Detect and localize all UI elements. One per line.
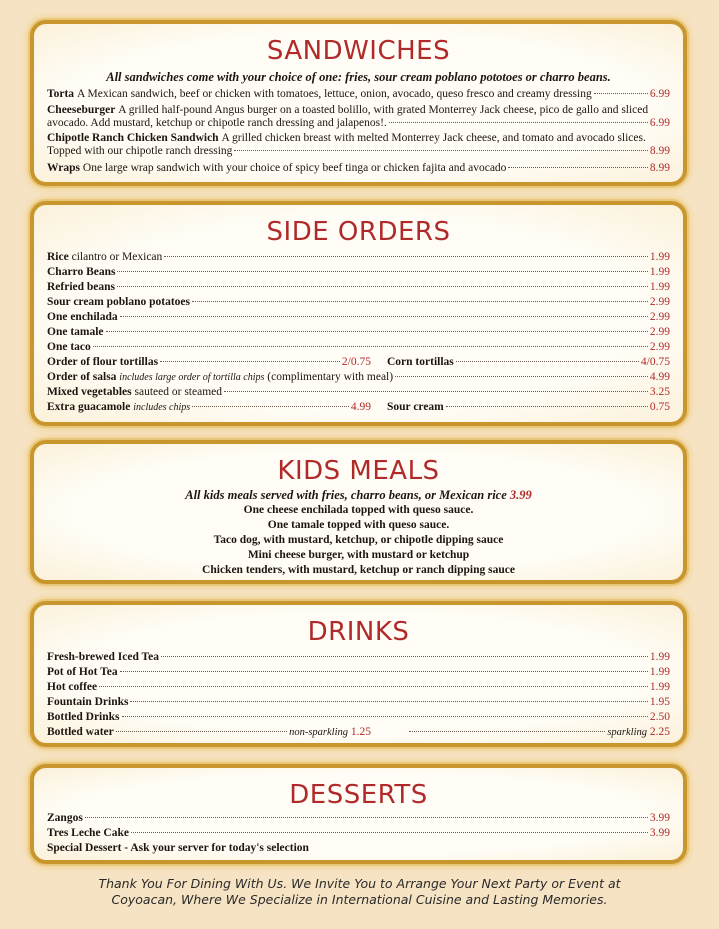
water-nonsparkling-price: 1.25: [350, 726, 371, 738]
leader-dots: [224, 391, 648, 392]
item-note: includes chips: [133, 402, 191, 413]
desserts-panel: [30, 764, 687, 864]
kids-meals-panel: [30, 440, 687, 584]
item-price: 2.99: [649, 341, 670, 353]
item-desc: (complimentary with meal): [267, 371, 394, 383]
leader-dots: [160, 361, 340, 362]
item-desc: One large wrap sandwich with your choice of spicy beef tinga or chicken fajita and avocado: [82, 162, 507, 174]
menu-item-enchilada: [47, 310, 670, 324]
item-name: Mixed vegetables: [47, 386, 132, 398]
footer-line-1: Thank You For Dining With Us. We Invite You to Arrange Your Next Party or Event at: [98, 876, 621, 891]
item-name: Refried beans: [47, 281, 116, 293]
item-name: Fresh-brewed Iced Tea: [47, 651, 160, 663]
item-price: 6.99: [649, 116, 670, 129]
menu-item-sour-cream-potatoes: [47, 295, 670, 309]
item-name: Wraps: [47, 162, 81, 174]
kids-item: Chicken tenders, with mustard, ketchup or ranch dipping sauce: [202, 564, 515, 576]
leader-dots: [93, 346, 648, 347]
item-desc: A Mexican sandwich, beef or chicken with tomatoes, lettuce, onion, avocado, queso fresco and creamy dressing: [76, 88, 592, 100]
leader-dots: [106, 331, 648, 332]
item-name: Chipotle Ranch Chicken Sandwich: [47, 132, 219, 144]
side-orders-title: SIDE ORDERS: [266, 217, 451, 247]
menu-item-zangos: [47, 811, 670, 825]
item-name: Fountain Drinks: [47, 696, 129, 708]
leader-dots: [234, 150, 647, 151]
item-price: 1.99: [649, 251, 670, 263]
menu-item-wraps: [47, 161, 670, 175]
item-desc: cilantro or Mexican: [71, 251, 163, 263]
item-name: Tres Leche Cake: [47, 827, 129, 839]
menu-row-tortillas: [47, 355, 670, 369]
kids-meals-subtitle: [34, 488, 683, 503]
kids-meals-title: KIDS MEALS: [277, 456, 440, 486]
item-price: 1.99: [649, 666, 670, 678]
item-price: 2.99: [649, 311, 670, 323]
leader-dots: [117, 271, 647, 272]
menu-row-bottled-water: [47, 725, 670, 739]
item-price: 2/0.75: [341, 356, 371, 368]
item-price: 2.99: [649, 326, 670, 338]
kids-item: One cheese enchilada topped with queso sauce.: [243, 504, 474, 516]
water-sparkling-price: 2.25: [649, 726, 670, 738]
item-name: One enchilada: [47, 311, 118, 323]
side-orders-panel: [30, 201, 687, 426]
sandwiches-subtitle: All sandwiches come with your choice of one: fries, sour cream poblano pototoes or charro beans.: [106, 70, 611, 84]
menu-row-guacamole: [47, 400, 670, 414]
footer-message: [0, 876, 719, 908]
leader-dots: [120, 671, 648, 672]
item-desc: A grilled half-pound Angus burger on a toasted bolillo, with grated Monterrey Jack cheese, pico de gallo and sliced: [118, 104, 649, 116]
leader-dots: [389, 122, 648, 123]
item-desc-2: Topped with our chipotle ranch dressing: [47, 144, 233, 157]
item-price: 4.99: [350, 401, 371, 413]
item-name: Hot coffee: [47, 681, 98, 693]
item-desc: A grilled chicken breast with melted Monterrey Jack cheese, and tomato and avocado slices.: [221, 132, 646, 144]
leader-dots: [409, 731, 605, 732]
water-nonsparkling-label: non-sparkling: [289, 727, 348, 738]
leader-dots: [117, 286, 648, 287]
leader-dots: [508, 167, 647, 168]
footer-line-2: Coyoacan, Where We Specialize in International Cuisine and Lasting Memories.: [111, 892, 608, 907]
item-price: 1.99: [649, 281, 670, 293]
item-name: Pot of Hot Tea: [47, 666, 118, 678]
item-price: 6.99: [649, 88, 670, 100]
item-price: 3.25: [649, 386, 670, 398]
leader-dots: [456, 361, 639, 362]
item-name: Cheeseburger: [47, 104, 116, 116]
menu-item-chipotle-ranch: [47, 132, 670, 157]
item-name: Rice: [47, 251, 69, 263]
item-price: 8.99: [649, 144, 670, 157]
menu-item-cheeseburger: [47, 104, 670, 129]
item-price: 3.99: [649, 827, 670, 839]
drinks-title: DRINKS: [307, 617, 410, 647]
menu-item-torta: [47, 87, 670, 101]
desserts-title: DESSERTS: [289, 780, 428, 810]
leader-dots: [395, 376, 648, 377]
leader-dots: [594, 93, 648, 94]
item-price: 0.75: [649, 401, 670, 413]
water-sparkling-label: sparkling: [607, 727, 647, 738]
item-name: Bottled Drinks: [47, 711, 120, 723]
item-price: 2.50: [649, 711, 670, 723]
item-name: One tamale: [47, 326, 104, 338]
item-name: Zangos: [47, 812, 83, 824]
leader-dots: [99, 686, 648, 687]
menu-item-salsa: [47, 370, 670, 384]
menu-item-taco: [47, 340, 670, 354]
menu-item-hot-coffee: [47, 680, 670, 694]
leader-dots: [164, 256, 648, 257]
menu-item-special-dessert: [47, 841, 670, 855]
menu-item-hot-tea: [47, 665, 670, 679]
item-price: 1.99: [649, 266, 670, 278]
item-desc: sauteed or steamed: [134, 386, 223, 398]
menu-item-mixed-vegetables: [47, 385, 670, 399]
leader-dots: [120, 316, 648, 317]
menu-item-tamale: [47, 325, 670, 339]
menu-item-rice: [47, 250, 670, 264]
sandwiches-panel: [30, 20, 687, 186]
item-desc-2: avocado. Add mustard, ketchup or chipotle ranch dressing and jalapenos!.: [47, 116, 387, 129]
menu-item-charro-beans: [47, 265, 670, 279]
item-price: 1.99: [649, 651, 670, 663]
item-price: 3.99: [649, 812, 670, 824]
item-price: 4/0.75: [640, 356, 670, 368]
item-name: Charro Beans: [47, 266, 116, 278]
item-price: 8.99: [649, 162, 670, 174]
menu-item-refried-beans: [47, 280, 670, 294]
leader-dots: [130, 701, 647, 702]
leader-dots: [116, 731, 287, 732]
leader-dots: [131, 832, 648, 833]
item-price: 1.99: [649, 681, 670, 693]
leader-dots: [85, 817, 648, 818]
item-name: Order of salsa: [47, 371, 117, 383]
kids-item: Mini cheese burger, with mustard or ketchup: [247, 549, 470, 561]
item-name: Corn tortillas: [387, 356, 454, 368]
item-name: Sour cream poblano potatoes: [47, 296, 191, 308]
menu-item-iced-tea: [47, 650, 670, 664]
item-name: Sour cream: [387, 401, 444, 413]
menu-item-fountain-drinks: [47, 695, 670, 709]
item-price: 4.99: [649, 371, 670, 383]
item-name: One taco: [47, 341, 91, 353]
kids-item: One tamale topped with queso sauce.: [267, 519, 450, 531]
menu-item-bottled-drinks: [47, 710, 670, 724]
item-name: Special Dessert - Ask your server for today's selection: [47, 842, 309, 854]
menu-item-tres-leche: [47, 826, 670, 840]
item-name: Torta: [47, 88, 75, 100]
item-name: Extra guacamole: [47, 401, 131, 413]
leader-dots: [192, 406, 349, 407]
sandwiches-title: SANDWICHES: [266, 36, 451, 66]
leader-dots: [192, 301, 648, 302]
drinks-panel: [30, 601, 687, 747]
leader-dots: [161, 656, 648, 657]
kids-price: 3.99: [509, 488, 532, 502]
leader-dots: [446, 406, 648, 407]
kids-subtitle-text: All kids meals served with fries, charro beans, or Mexican rice: [185, 488, 507, 502]
kids-item: Taco dog, with mustard, ketchup, or chipotle dipping sauce: [213, 534, 504, 546]
item-name: Order of flour tortillas: [47, 356, 159, 368]
item-note: includes large order of tortilla chips: [119, 372, 265, 383]
item-name: Bottled water: [47, 726, 114, 738]
item-price: 1.95: [649, 696, 670, 708]
leader-dots: [122, 716, 648, 717]
item-price: 2.99: [649, 296, 670, 308]
